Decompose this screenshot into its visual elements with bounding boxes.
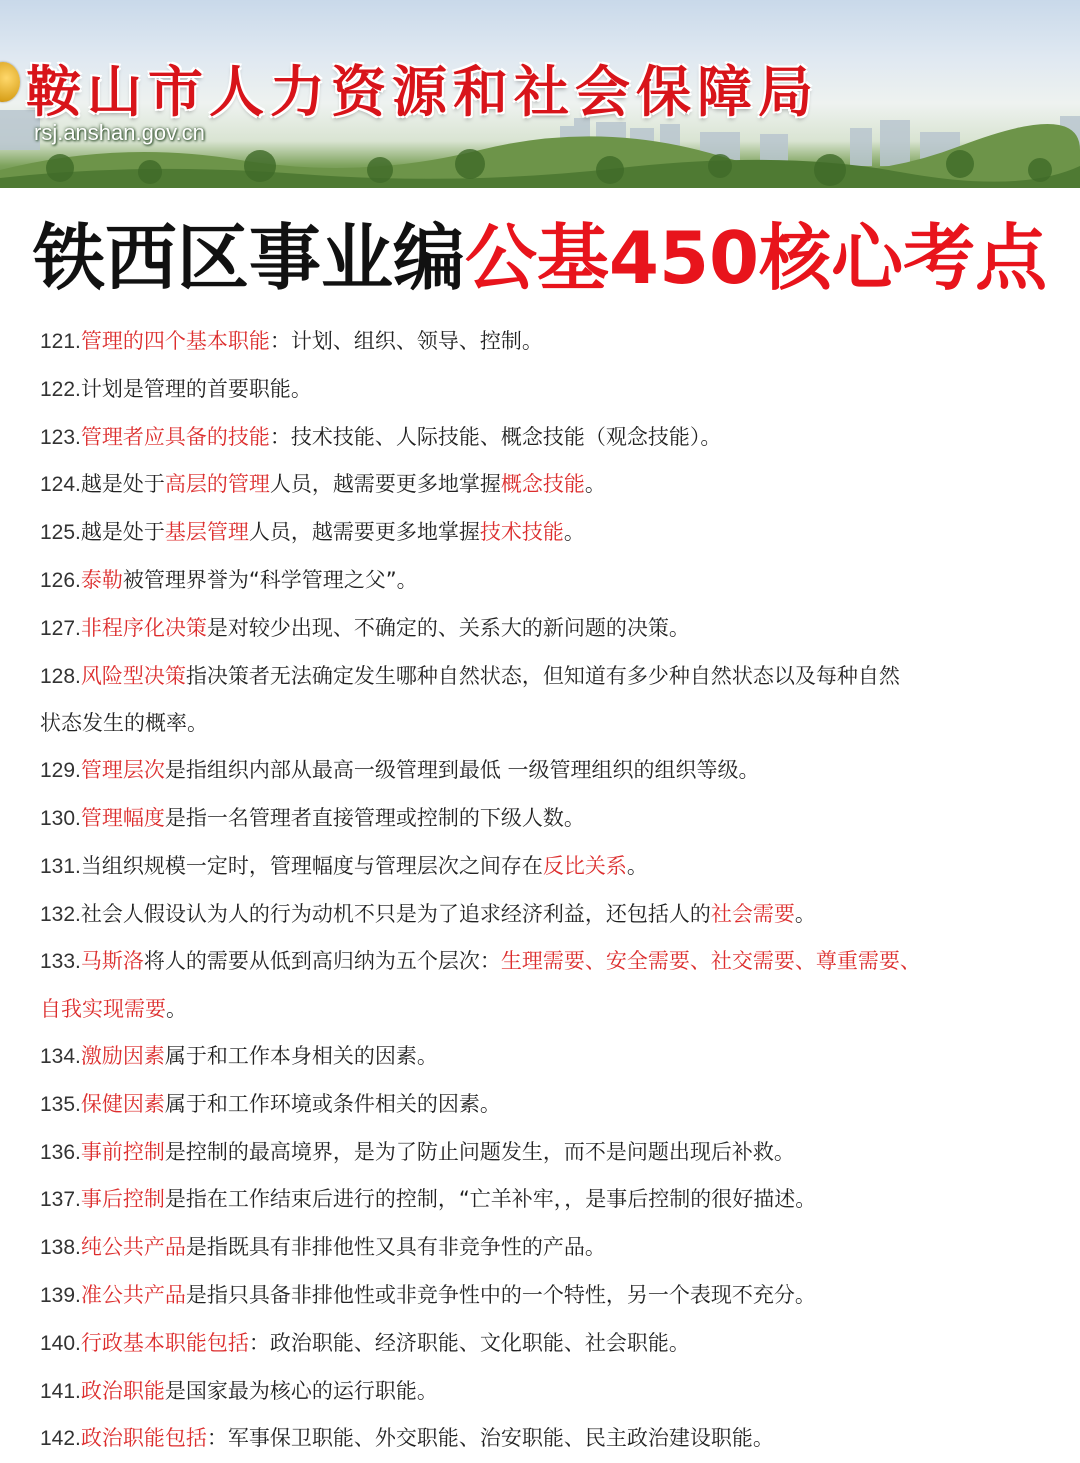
item-text: 计划是管理的首要职能。 — [80, 376, 312, 401]
item-text: 是指组织内部从最高一级管理到最低 一级管理组织的组织等级。 — [164, 758, 760, 783]
keyword-text: 风险型决策 — [80, 663, 186, 688]
item-text: ：军事保卫职能、外交职能、治安职能、民主政治建设职能。 — [206, 1426, 774, 1451]
item-text: 。 — [794, 901, 816, 926]
list-item — [40, 843, 1050, 891]
list-item — [40, 605, 1050, 653]
item-number: 133. — [40, 950, 81, 974]
item-text: 是指既具有非排他性又具有非竞争性的产品。 — [185, 1235, 606, 1260]
list-item — [40, 1129, 1050, 1177]
list-item — [40, 366, 1050, 414]
keyword-text: 准公共产品 — [80, 1282, 186, 1307]
header-banner — [0, 0, 1080, 188]
website-url: rsj.anshan.gov.cn — [34, 120, 205, 145]
keyword-text: 生理需要、安全需要、社交需要、尊重需要、 — [500, 949, 921, 974]
item-number: 126. — [40, 568, 81, 592]
list-item — [40, 414, 1050, 462]
item-text: 属于和工作环境或条件相关的因素。 — [164, 1091, 501, 1116]
keyword-text: 纯公共产品 — [80, 1235, 186, 1260]
item-number: 127. — [40, 616, 81, 640]
keyword-text: 政治职能包括 — [80, 1426, 207, 1451]
title-part-red: 公基450核心考点 — [464, 216, 1048, 300]
item-text: 。 — [563, 520, 585, 545]
item-text: 。 — [166, 997, 187, 1022]
keyword-text: 反比关系 — [542, 853, 627, 878]
bureau-name: 鞍山市人力资源和社会保障局 — [26, 59, 820, 124]
keyword-text: 高层的管理 — [164, 472, 270, 497]
list-item — [40, 653, 1050, 701]
item-text: 是指一名管理者直接管理或控制的下级人数。 — [164, 805, 585, 830]
item-number: 135. — [40, 1092, 81, 1116]
item-number: 128. — [40, 664, 81, 688]
item-text: 属于和工作本身相关的因素。 — [164, 1043, 438, 1068]
item-number: 130. — [40, 806, 81, 830]
list-item — [40, 1320, 1050, 1368]
list-item — [40, 891, 1050, 939]
item-text: ：技术技能、人际技能、概念技能（观念技能）。 — [269, 424, 722, 449]
page-title — [0, 210, 1080, 306]
keyword-text: 社会需要 — [710, 901, 795, 926]
item-number: 142. — [40, 1427, 81, 1451]
item-number: 140. — [40, 1331, 81, 1355]
list-item-continuation — [40, 700, 1050, 747]
item-number: 123. — [40, 425, 81, 449]
item-text: 人员，越需要更多地掌握 — [269, 472, 501, 497]
keyword-text: 保健因素 — [80, 1091, 165, 1116]
item-text: 是国家最为核心的运行职能。 — [164, 1378, 438, 1403]
item-number: 138. — [40, 1236, 81, 1260]
list-item — [40, 1033, 1050, 1081]
keyword-text: 基层管理 — [164, 520, 249, 545]
item-number: 132. — [40, 902, 81, 926]
item-number: 139. — [40, 1283, 81, 1307]
keyword-text: 管理者应具备的技能 — [80, 424, 270, 449]
item-text: 是对较少出现、不确定的、关系大的新问题的决策。 — [206, 615, 690, 640]
list-item — [40, 318, 1050, 366]
keyword-text: 管理的四个基本职能 — [80, 329, 270, 353]
list-item — [40, 1415, 1050, 1463]
item-number: 124. — [40, 473, 81, 497]
item-number: 125. — [40, 521, 81, 545]
item-text: 。 — [584, 472, 606, 497]
keyword-text: 行政基本职能包括 — [80, 1330, 249, 1355]
keyword-text: 马斯洛 — [80, 949, 144, 974]
item-text: 越是处于 — [80, 520, 165, 545]
item-text: 将人的需要从低到高归纳为五个层次： — [143, 949, 501, 974]
item-text: 。 — [626, 853, 648, 878]
item-text: 状态发生的概率。 — [40, 711, 208, 736]
item-text: ：政治职能、经济职能、文化职能、社会职能。 — [248, 1330, 690, 1355]
keyword-text: 政治职能 — [80, 1378, 165, 1403]
key-points-list — [40, 318, 1050, 1463]
keyword-text: 激励因素 — [80, 1043, 165, 1068]
list-item — [40, 1081, 1050, 1129]
keyword-text: 泰勒 — [80, 567, 123, 592]
item-number: 137. — [40, 1188, 81, 1212]
item-text: 是控制的最高境界，是为了防止问题发生，而不是问题出现后补救。 — [164, 1139, 795, 1164]
keyword-text: 自我实现需要 — [40, 997, 166, 1022]
keyword-text: 管理层次 — [80, 758, 165, 783]
list-item — [40, 1368, 1050, 1416]
keyword-text: 管理幅度 — [80, 805, 165, 830]
item-text: 社会人假设认为人的行为动机不只是为了追求经济利益，还包括人的 — [80, 901, 711, 926]
item-text: ：计划、组织、领导、控制。 — [269, 329, 543, 353]
item-text: 指决策者无法确定发生哪种自然状态，但知道有多少种自然状态以及每种自然 — [185, 663, 900, 688]
list-item — [40, 1272, 1050, 1320]
item-text: 是指在工作结束后进行的控制，“亡羊补牢，，是事后控制的很好描述。 — [164, 1187, 817, 1212]
item-text: 被管理界誉为“科学管理之父”。 — [122, 567, 418, 592]
keyword-text: 概念技能 — [500, 472, 585, 497]
item-number: 134. — [40, 1044, 81, 1068]
list-item — [40, 461, 1050, 509]
list-item-continuation — [40, 986, 1050, 1033]
item-number: 131. — [40, 854, 81, 878]
keyword-text: 非程序化决策 — [80, 615, 207, 640]
item-number: 141. — [40, 1379, 81, 1403]
list-item — [40, 557, 1050, 605]
item-number: 136. — [40, 1140, 81, 1164]
keyword-text: 事后控制 — [80, 1187, 165, 1212]
keyword-text: 技术技能 — [479, 520, 564, 545]
title-part-black: 铁西区事业编 — [32, 216, 465, 300]
list-item — [40, 1176, 1050, 1224]
list-item — [40, 1224, 1050, 1272]
item-text: 是指只具备非排他性或非竞争性中的一个特性，另一个表现不充分。 — [185, 1282, 816, 1307]
item-number: 121. — [40, 330, 81, 353]
item-text: 越是处于 — [80, 472, 165, 497]
keyword-text: 事前控制 — [80, 1139, 165, 1164]
item-number: 129. — [40, 759, 81, 783]
item-number: 122. — [40, 377, 81, 401]
list-item — [40, 747, 1050, 795]
list-item — [40, 795, 1050, 843]
list-item — [40, 938, 1050, 986]
item-text: 人员，越需要更多地掌握 — [248, 520, 480, 545]
list-item — [40, 509, 1050, 557]
item-text: 当组织规模一定时，管理幅度与管理层次之间存在 — [80, 853, 543, 878]
